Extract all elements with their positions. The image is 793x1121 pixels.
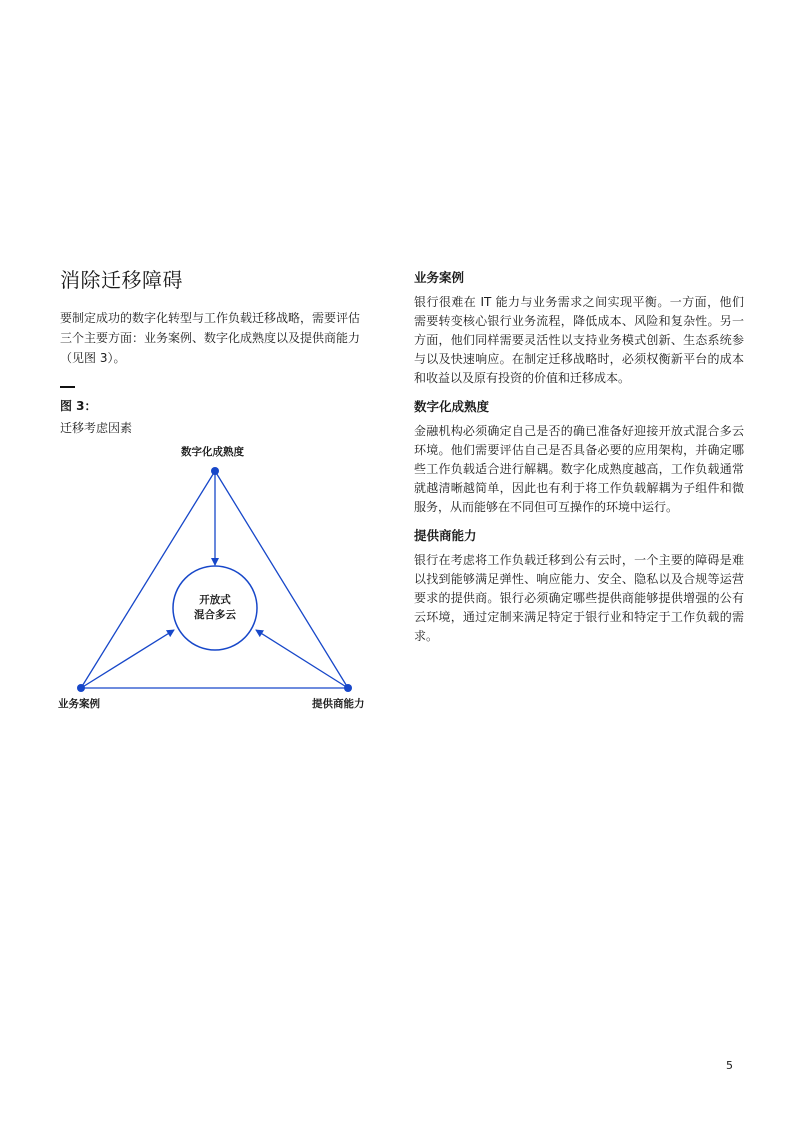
node-label-digital-maturity: 数字化成熟度 — [181, 446, 244, 458]
figure-label: 图 3： — [60, 399, 97, 413]
arrow-bottom-right — [256, 630, 348, 688]
provider-capability-body: 银行在考虑将工作负载迁移到公有云时，一个主要的障碍是难以找到能够满足弹性、响应能力、安全、隐私以及合规等运营要求的提供商。银行必须确定哪些提供商能够提供增强的公有云环境，通过定制来满足特定于银行业和特定于工作负载的需求。 — [414, 553, 744, 643]
node-top-dot — [211, 467, 219, 475]
node-bottom-right-dot — [344, 684, 352, 692]
figure-caption: 迁移考虑因素 — [60, 421, 133, 435]
provider-capability-heading: 提供商能力 — [414, 528, 477, 543]
section-provider-capability — [414, 527, 744, 646]
figure-rule — [60, 386, 75, 388]
edge-top-left — [81, 471, 215, 688]
intro-paragraph: 要制定成功的数字化转型与工作负载迁移战略，需要评估三个主要方面：业务案例、数字化成熟度以及提供商能力（见图 3）。 — [60, 311, 361, 365]
digital-maturity-body: 金融机构必须确定自己是否的确已准备好迎接开放式混合多云环境。他们需要评估自己是否具备必要的应用架构，并确定哪些工作负载适合进行解耦。数字化成熟度越高，工作负载通常就越清晰越简单，因此也有利于将工作负载解耦为子组件和微服务，从而能够在不同但可互操作的环境中运行。 — [414, 424, 744, 514]
node-label-provider-capability: 提供商能力 — [312, 698, 365, 710]
migration-factors-diagram — [50, 440, 380, 720]
arrow-bottom-left — [81, 630, 174, 688]
page-number: 5 — [726, 1059, 733, 1072]
node-label-business-case: 业务案例 — [58, 698, 100, 710]
section-business-case — [414, 269, 744, 388]
business-case-heading: 业务案例 — [414, 270, 465, 285]
center-label — [175, 593, 255, 623]
section-digital-maturity — [414, 398, 744, 517]
section-title: 消除迁移障碍 — [60, 268, 183, 292]
business-case-body: 银行很难在 IT 能力与业务需求之间实现平衡。一方面，他们需要转变核心银行业务流程，降低成本、风险和复杂性。另一方面，他们同样需要灵活性以支持业务模式创新、生态系统参与以及快速响应。在制定迁移战略时，必须权衡新平台的成本和收益以及原有投资的价值和迁移成本。 — [414, 295, 744, 385]
digital-maturity-heading: 数字化成熟度 — [414, 399, 490, 414]
node-bottom-left-dot — [77, 684, 85, 692]
center-label-line1: 开放式 — [199, 594, 231, 606]
diagram-graphic — [50, 440, 380, 720]
left-column — [60, 266, 360, 436]
center-label-line2: 混合多云 — [194, 609, 236, 621]
edge-top-right — [215, 471, 348, 688]
right-column — [414, 269, 744, 656]
